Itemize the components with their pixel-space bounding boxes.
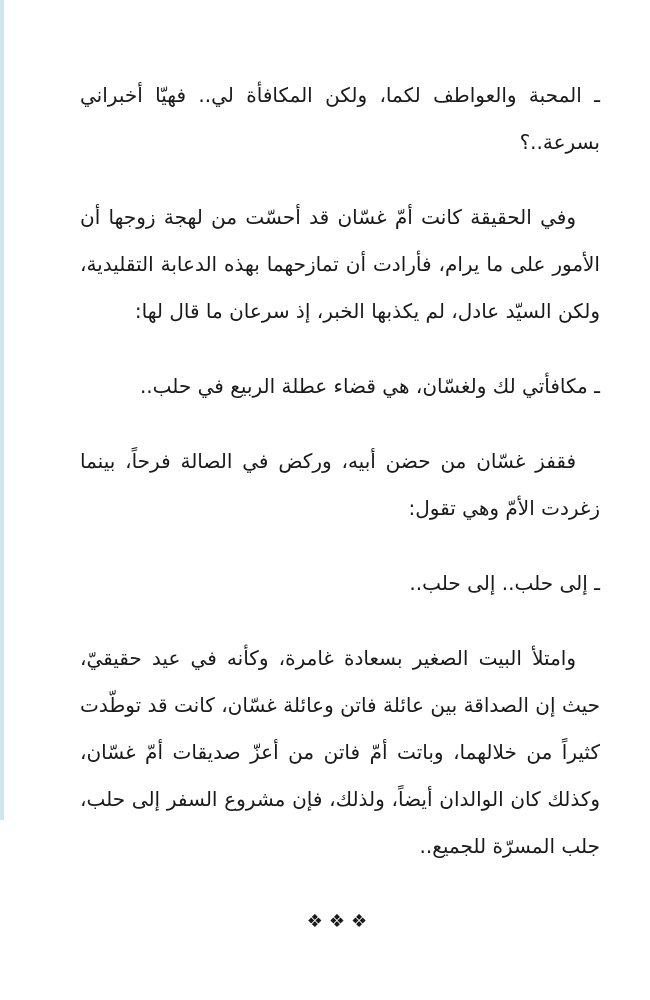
paragraph-1: ـ المحبة والعواطف لكما، ولكن المكافأة لي.. فهيّا أخبراني بسرعة..؟ xyxy=(80,83,600,154)
page-edge-strip xyxy=(0,0,4,820)
paragraph-4: فقفز غسّان من حضن أبيه، وركض في الصالة فرحاً، بينما زغردت الأمّ وهي تقول: xyxy=(80,449,600,520)
book-page-text xyxy=(80,72,600,945)
paragraph-5: ـ إلى حلب.. إلى حلب.. xyxy=(409,571,600,595)
paragraph-2: وفي الحقيقة كانت أمّ غسّان قد أحسّت من لهجة زوجها أن الأمور على ما يرام، فأرادت أن تمازحهما بهذه الدعابة التقليدية، ولكن السيّد عادل، لم يكذبها الخبر، إذ سرعان ما قال لها: xyxy=(80,205,600,323)
section-divider-ornament: ❖❖❖ xyxy=(306,911,374,932)
paragraph-6: وامتلأ البيت الصغير بسعادة غامرة، وكأنه في عيد حقيقيّ، حيث إن الصداقة بين عائلة فاتن وعائلة غسّان، كانت قد توطّدت كثيراً من خلالهما، وباتت أمّ فاتن من أعزّ صديقات أمّ غسّان، وكذلك كان الوالدان أيضاً، ولذلك، فإن مشروع السفر إلى حلب، جلب المسرّة للجميع.. xyxy=(80,646,600,858)
paragraph-3: ـ مكافأتي لك ولغسّان، هي قضاء عطلة الربيع في حلب.. xyxy=(139,374,600,398)
